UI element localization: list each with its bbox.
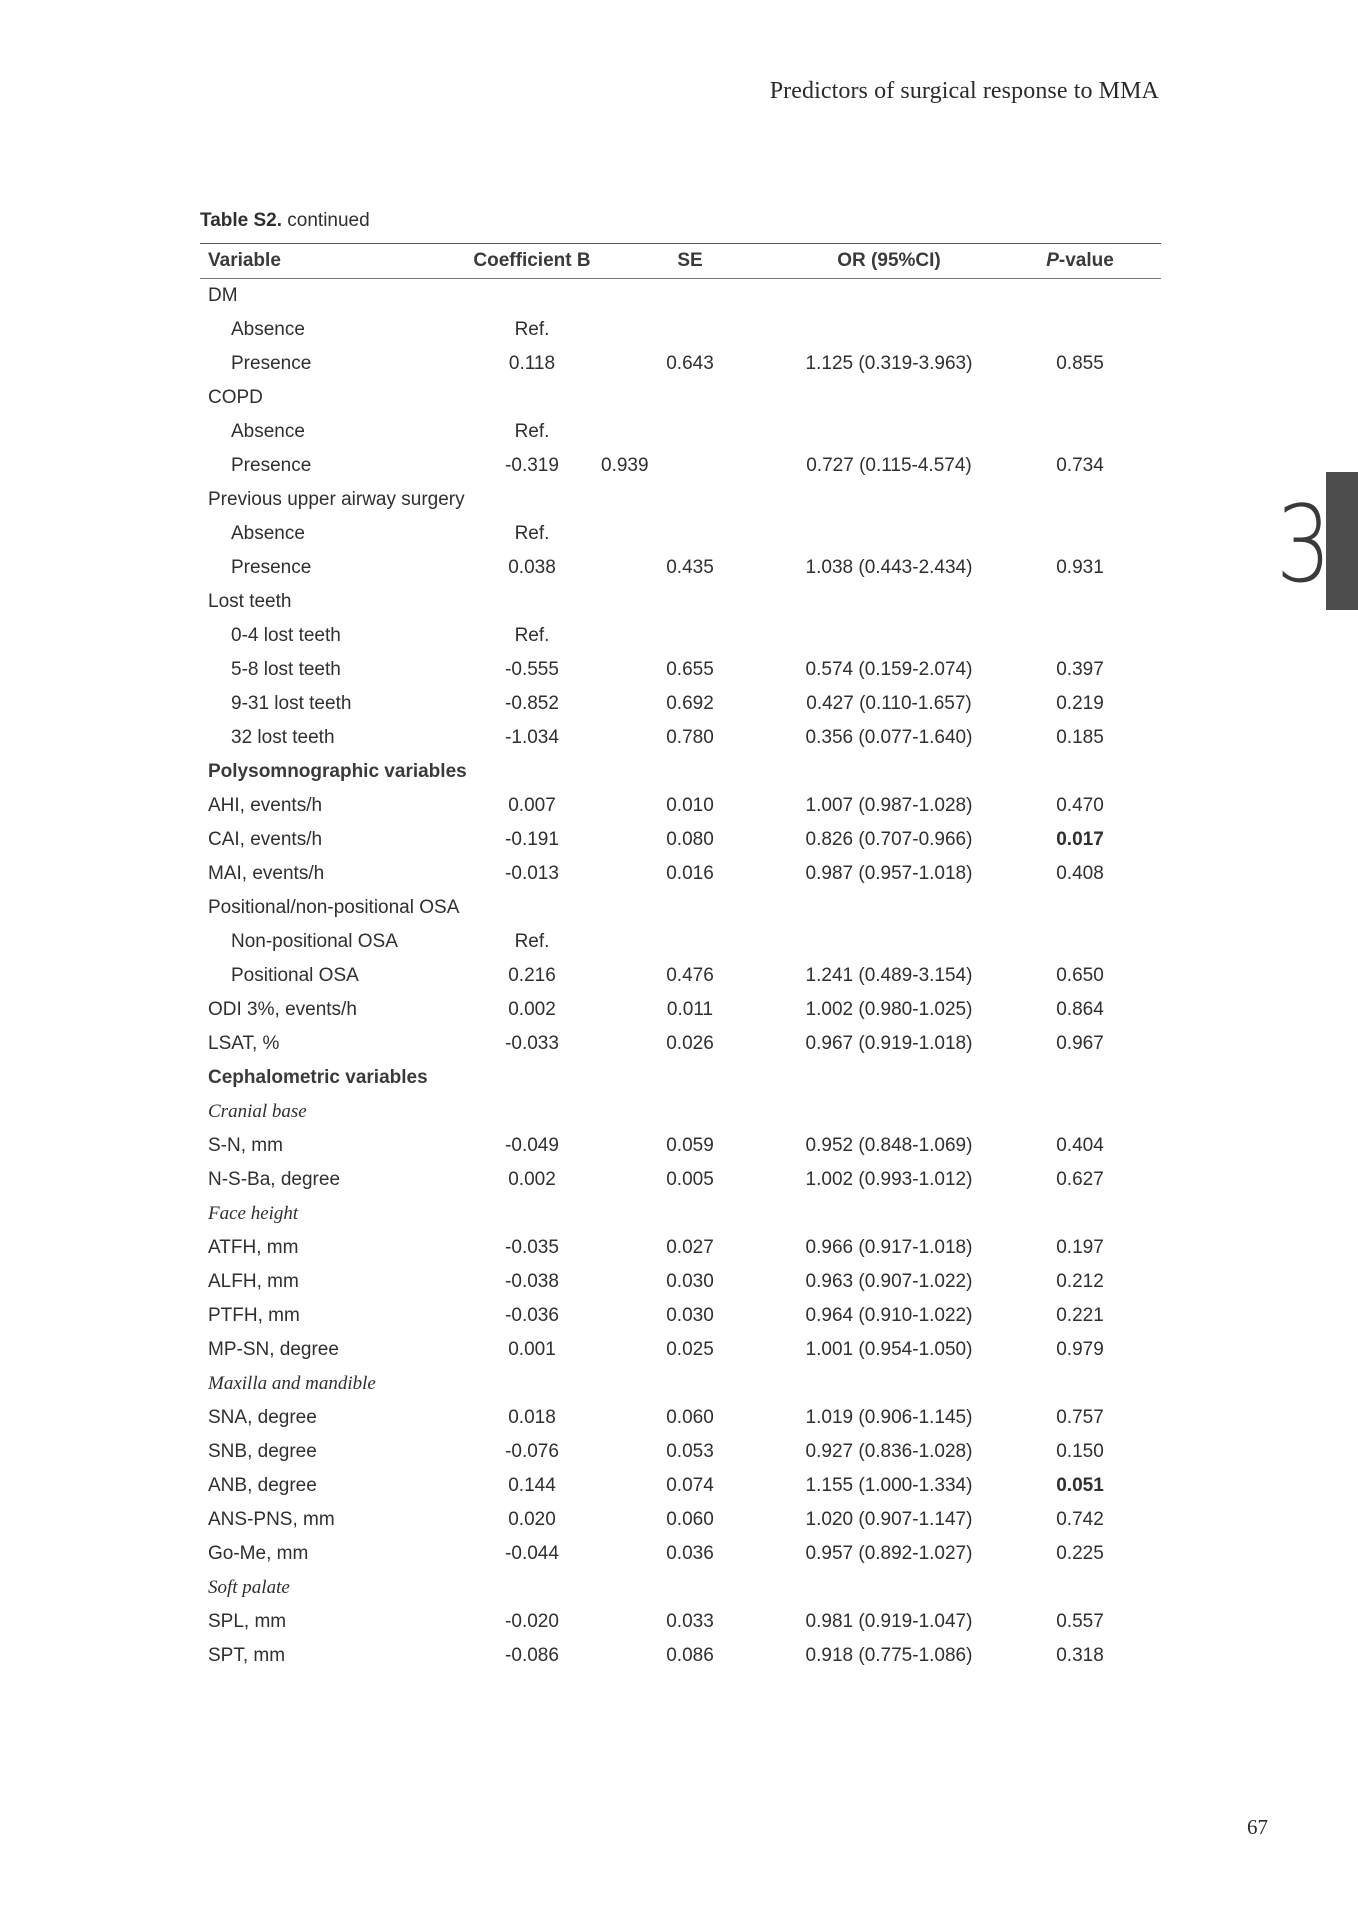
table-row [200, 1367, 1161, 1401]
cell-se: 0.036 [666, 1542, 714, 1564]
cell-se: 0.060 [666, 1406, 714, 1428]
table-row [200, 891, 1161, 925]
cell-coefficient [463, 585, 601, 619]
cell-variable: 32 lost teeth [231, 726, 335, 748]
cell-variable: Polysomnographic variables [208, 760, 467, 782]
table-row [200, 1503, 1161, 1537]
cell-coefficient: 0.018 [508, 1406, 556, 1428]
cell-p-value: 0.734 [1056, 454, 1104, 476]
cell-variable: Presence [231, 556, 312, 578]
cell-or: 1.155 (1.000-1.334) [805, 1474, 973, 1496]
cell-p-value: 0.197 [1056, 1236, 1104, 1258]
table-row [200, 1231, 1161, 1265]
cell-coefficient: -0.038 [505, 1270, 559, 1292]
cell-p-value: 0.404 [1056, 1134, 1104, 1156]
cell-or [779, 755, 999, 789]
cell-coefficient [463, 891, 601, 925]
cell-coefficient: 0.144 [508, 1474, 556, 1496]
cell-or [779, 925, 999, 959]
cell-p-value: 0.864 [1056, 998, 1104, 1020]
table-row [200, 313, 1161, 347]
cell-variable: Maxilla and mandible [208, 1372, 376, 1394]
cell-coefficient [463, 1197, 601, 1231]
cell-or [779, 1197, 999, 1231]
cell-variable: Non-positional OSA [231, 930, 398, 952]
cell-variable: Soft palate [208, 1576, 290, 1598]
cell-p-value: 0.931 [1056, 556, 1104, 578]
cell-coefficient [463, 1061, 601, 1095]
cell-or [779, 279, 999, 313]
running-header: Predictors of surgical response to MMA [769, 78, 1159, 104]
cell-variable: N-S-Ba, degree [208, 1168, 341, 1190]
cell-p-value: 0.979 [1056, 1338, 1104, 1360]
cell-coefficient [463, 1571, 601, 1605]
cell-se: 0.060 [666, 1508, 714, 1530]
table-row [200, 925, 1161, 959]
cell-se [601, 517, 779, 551]
cell-p-value [999, 313, 1161, 347]
cell-or [779, 891, 999, 925]
table-row [200, 551, 1161, 585]
table-header-row [200, 244, 1161, 279]
cell-se [601, 1061, 779, 1095]
cell-or [779, 517, 999, 551]
cell-coefficient: 0.002 [508, 998, 556, 1020]
cell-se: 0.643 [666, 352, 714, 374]
cell-coefficient: -0.076 [505, 1440, 559, 1462]
table-row [200, 993, 1161, 1027]
cell-variable: ANS-PNS, mm [208, 1508, 335, 1530]
cell-p-value: 0.757 [1056, 1406, 1104, 1428]
cell-se: 0.011 [666, 998, 714, 1020]
cell-variable: PTFH, mm [208, 1304, 300, 1326]
table-row [200, 1333, 1161, 1367]
cell-or: 1.020 (0.907-1.147) [805, 1508, 973, 1530]
cell-coefficient: -0.191 [505, 828, 559, 850]
cell-p-value [999, 381, 1161, 415]
cell-variable: ODI 3%, events/h [208, 998, 357, 1020]
cell-p-value: 0.470 [1056, 794, 1104, 816]
cell-p-value: 0.650 [1056, 964, 1104, 986]
table-row [200, 619, 1161, 653]
cell-se: 0.435 [666, 556, 714, 578]
cell-p-value [999, 483, 1161, 517]
cell-se: 0.476 [666, 964, 714, 986]
cell-or [779, 585, 999, 619]
cell-se: 0.059 [666, 1134, 714, 1156]
table-row [200, 823, 1161, 857]
cell-coefficient: Ref. [514, 318, 550, 340]
table-row [200, 959, 1161, 993]
header-p-suffix: -value [1058, 250, 1114, 271]
cell-coefficient [463, 381, 601, 415]
cell-se: 0.030 [666, 1270, 714, 1292]
cell-variable: Absence [231, 420, 305, 442]
cell-variable: Cranial base [208, 1100, 307, 1122]
cell-p-value: 0.408 [1056, 862, 1104, 884]
cell-se [601, 279, 779, 313]
cell-variable: SPT, mm [208, 1644, 286, 1666]
table-row [200, 789, 1161, 823]
cell-variable: MP-SN, degree [208, 1338, 339, 1360]
cell-p-value [999, 1197, 1161, 1231]
cell-or: 1.002 (0.993-1.012) [805, 1168, 973, 1190]
cell-or: 1.125 (0.319-3.963) [805, 352, 973, 374]
cell-variable: Go-Me, mm [208, 1542, 309, 1564]
cell-p-value: 0.221 [1056, 1304, 1104, 1326]
cell-se: 0.692 [666, 692, 714, 714]
cell-coefficient: Ref. [514, 930, 550, 952]
cell-or [779, 381, 999, 415]
cell-variable: Absence [231, 522, 305, 544]
cell-coefficient: -0.035 [505, 1236, 559, 1258]
page-number: 67 [1247, 1815, 1268, 1839]
cell-se: 0.780 [666, 726, 714, 748]
table-row [200, 1197, 1161, 1231]
cell-or [779, 1095, 999, 1129]
table-row [200, 1435, 1161, 1469]
cell-variable: ALFH, mm [208, 1270, 299, 1292]
table-row [200, 687, 1161, 721]
cell-coefficient [463, 1095, 601, 1129]
cell-variable: Presence [231, 454, 312, 476]
cell-or: 0.966 (0.917-1.018) [805, 1236, 973, 1258]
cell-or [779, 1571, 999, 1605]
cell-p-value [999, 279, 1161, 313]
cell-p-value: 0.150 [1056, 1440, 1104, 1462]
cell-or: 0.356 (0.077-1.640) [805, 726, 973, 748]
cell-coefficient: -0.319 [505, 454, 559, 476]
cell-or: 0.967 (0.919-1.018) [805, 1032, 973, 1054]
header-p-value [999, 244, 1161, 279]
cell-coefficient: -0.033 [505, 1032, 559, 1054]
cell-p-value [999, 585, 1161, 619]
cell-se: 0.027 [666, 1236, 714, 1258]
cell-se [601, 313, 779, 347]
cell-p-value [999, 1571, 1161, 1605]
cell-variable: Presence [231, 352, 312, 374]
cell-coefficient [463, 279, 601, 313]
header-p-italic: P [1046, 250, 1059, 271]
cell-or [779, 1367, 999, 1401]
cell-p-value: 0.051 [1056, 1474, 1104, 1496]
cell-p-value [999, 1095, 1161, 1129]
cell-se [601, 891, 779, 925]
cell-p-value [999, 925, 1161, 959]
cell-se [601, 415, 779, 449]
table-row [200, 1061, 1161, 1095]
cell-variable: Previous upper airway surgery [208, 488, 465, 510]
table-row [200, 1095, 1161, 1129]
cell-or: 0.727 (0.115-4.574) [806, 454, 972, 476]
table-row [200, 1571, 1161, 1605]
cell-or: 0.963 (0.907-1.022) [805, 1270, 973, 1292]
cell-p-value: 0.855 [1056, 352, 1104, 374]
cell-se: 0.025 [666, 1338, 714, 1360]
table-row [200, 1537, 1161, 1571]
cell-se [601, 1197, 779, 1231]
cell-se [601, 381, 779, 415]
cell-se [601, 483, 779, 517]
cell-or [779, 313, 999, 347]
cell-coefficient: 0.020 [508, 1508, 556, 1530]
cell-coefficient: 0.001 [508, 1338, 556, 1360]
cell-p-value: 0.967 [1056, 1032, 1104, 1054]
cell-coefficient: -0.013 [505, 862, 559, 884]
cell-variable: 9-31 lost teeth [231, 692, 352, 714]
cell-p-value [999, 619, 1161, 653]
cell-or: 0.918 (0.775-1.086) [805, 1644, 973, 1666]
cell-coefficient: -0.049 [505, 1134, 559, 1156]
cell-coefficient: Ref. [514, 624, 550, 646]
table-caption [200, 210, 370, 232]
cell-p-value: 0.627 [1056, 1168, 1104, 1190]
cell-or: 1.002 (0.980-1.025) [805, 998, 973, 1020]
table-row [200, 483, 1161, 517]
cell-coefficient: -0.086 [505, 1644, 559, 1666]
cell-variable: SNB, degree [208, 1440, 317, 1462]
table-caption-label: Table S2. [200, 210, 283, 231]
cell-p-value: 0.742 [1056, 1508, 1104, 1530]
cell-se: 0.005 [666, 1168, 714, 1190]
cell-coefficient: -0.036 [505, 1304, 559, 1326]
header-se: SE [601, 244, 779, 279]
cell-variable: DM [208, 284, 238, 306]
cell-variable: COPD [208, 386, 263, 408]
cell-or [779, 415, 999, 449]
cell-variable: SNA, degree [208, 1406, 317, 1428]
cell-or: 1.241 (0.489-3.154) [805, 964, 973, 986]
cell-coefficient: -0.044 [505, 1542, 559, 1564]
table-row [200, 1265, 1161, 1299]
cell-variable: MAI, events/h [208, 862, 325, 884]
table-row [200, 585, 1161, 619]
cell-coefficient: -1.034 [505, 726, 559, 748]
cell-or: 0.427 (0.110-1.657) [806, 692, 972, 714]
cell-or: 0.574 (0.159-2.074) [805, 658, 973, 680]
cell-p-value [999, 415, 1161, 449]
cell-variable: Cephalometric variables [208, 1066, 428, 1088]
table-row [200, 1129, 1161, 1163]
cell-se [601, 1095, 779, 1129]
cell-variable: SPL, mm [208, 1610, 287, 1632]
cell-se: 0.939 [601, 454, 649, 476]
table-row [200, 1469, 1161, 1503]
cell-or: 1.001 (0.954-1.050) [805, 1338, 973, 1360]
cell-or: 1.007 (0.987-1.028) [805, 794, 973, 816]
cell-variable: Absence [231, 318, 305, 340]
cell-p-value: 0.397 [1056, 658, 1104, 680]
table-row [200, 415, 1161, 449]
cell-or: 1.019 (0.906-1.145) [805, 1406, 973, 1428]
cell-p-value: 0.318 [1056, 1644, 1104, 1666]
cell-coefficient [463, 1367, 601, 1401]
cell-coefficient: 0.216 [508, 964, 556, 986]
cell-p-value [999, 755, 1161, 789]
cell-coefficient: 0.118 [508, 352, 556, 374]
cell-or: 0.981 (0.919-1.047) [805, 1610, 973, 1632]
cell-variable: ATFH, mm [208, 1236, 299, 1258]
cell-se: 0.016 [666, 862, 714, 884]
table-row [200, 347, 1161, 381]
table-row [200, 1639, 1161, 1673]
cell-coefficient: Ref. [514, 420, 550, 442]
cell-se: 0.053 [666, 1440, 714, 1462]
cell-variable: ANB, degree [208, 1474, 317, 1496]
cell-se: 0.033 [666, 1610, 714, 1632]
cell-se: 0.026 [666, 1032, 714, 1054]
table-row [200, 857, 1161, 891]
cell-p-value: 0.225 [1056, 1542, 1104, 1564]
cell-variable: Lost teeth [208, 590, 292, 612]
cell-p-value [999, 1061, 1161, 1095]
cell-or: 0.957 (0.892-1.027) [805, 1542, 973, 1564]
cell-p-value: 0.557 [1056, 1610, 1104, 1632]
cell-se [601, 1571, 779, 1605]
cell-p-value [999, 517, 1161, 551]
cell-or [779, 483, 999, 517]
cell-se: 0.074 [666, 1474, 714, 1496]
table-row [200, 1401, 1161, 1435]
results-table [200, 243, 1161, 1673]
table-row [200, 721, 1161, 755]
cell-or: 0.826 (0.707-0.966) [805, 828, 973, 850]
cell-p-value: 0.219 [1056, 692, 1104, 714]
cell-or: 0.927 (0.836-1.028) [805, 1440, 973, 1462]
cell-variable: CAI, events/h [208, 828, 323, 850]
cell-or [779, 1061, 999, 1095]
table-row [200, 1605, 1161, 1639]
cell-variable: Face height [208, 1202, 299, 1224]
cell-or: 0.952 (0.848-1.069) [805, 1134, 973, 1156]
cell-se: 0.086 [666, 1644, 714, 1666]
table-row [200, 1163, 1161, 1197]
cell-variable: S-N, mm [208, 1134, 283, 1156]
cell-se: 0.080 [666, 828, 714, 850]
table-row [200, 653, 1161, 687]
header-or: OR (95%CI) [779, 244, 999, 279]
cell-variable: Positional/non-positional OSA [208, 896, 460, 918]
header-coefficient: Coefficient B [463, 244, 601, 279]
table-row [200, 755, 1161, 789]
results-table-container [200, 243, 1161, 1673]
table-row [200, 1027, 1161, 1061]
cell-se: 0.655 [666, 658, 714, 680]
cell-coefficient: Ref. [514, 522, 550, 544]
chapter-number: 3 [1276, 483, 1332, 606]
table-row [200, 1299, 1161, 1333]
cell-se [601, 585, 779, 619]
table-caption-text: continued [282, 210, 370, 231]
cell-coefficient [463, 483, 601, 517]
cell-p-value: 0.185 [1056, 726, 1104, 748]
header-variable: Variable [200, 244, 463, 279]
cell-se: 0.030 [666, 1304, 714, 1326]
cell-p-value: 0.212 [1056, 1270, 1104, 1292]
cell-se [601, 925, 779, 959]
cell-coefficient: -0.555 [505, 658, 559, 680]
table-row [200, 279, 1161, 313]
cell-p-value [999, 891, 1161, 925]
cell-se [601, 755, 779, 789]
table-row [200, 449, 1161, 483]
cell-coefficient: -0.852 [505, 692, 559, 714]
cell-variable: AHI, events/h [208, 794, 323, 816]
table-row [200, 381, 1161, 415]
cell-variable: Positional OSA [231, 964, 359, 986]
cell-se [601, 619, 779, 653]
cell-coefficient: -0.020 [505, 1610, 559, 1632]
cell-coefficient: 0.038 [508, 556, 556, 578]
cell-variable: 0-4 lost teeth [231, 624, 341, 646]
table-row [200, 517, 1161, 551]
cell-or: 0.987 (0.957-1.018) [805, 862, 973, 884]
table-body [200, 279, 1161, 1673]
cell-p-value: 0.017 [1056, 828, 1104, 850]
cell-se [601, 1367, 779, 1401]
cell-se: 0.010 [666, 794, 714, 816]
cell-or [779, 619, 999, 653]
cell-coefficient [463, 755, 601, 789]
cell-coefficient: 0.002 [508, 1168, 556, 1190]
cell-p-value [999, 1367, 1161, 1401]
cell-coefficient: 0.007 [508, 794, 556, 816]
cell-variable: LSAT, % [208, 1032, 280, 1054]
cell-or: 0.964 (0.910-1.022) [805, 1304, 973, 1326]
cell-variable: 5-8 lost teeth [231, 658, 341, 680]
cell-or: 1.038 (0.443-2.434) [805, 556, 973, 578]
